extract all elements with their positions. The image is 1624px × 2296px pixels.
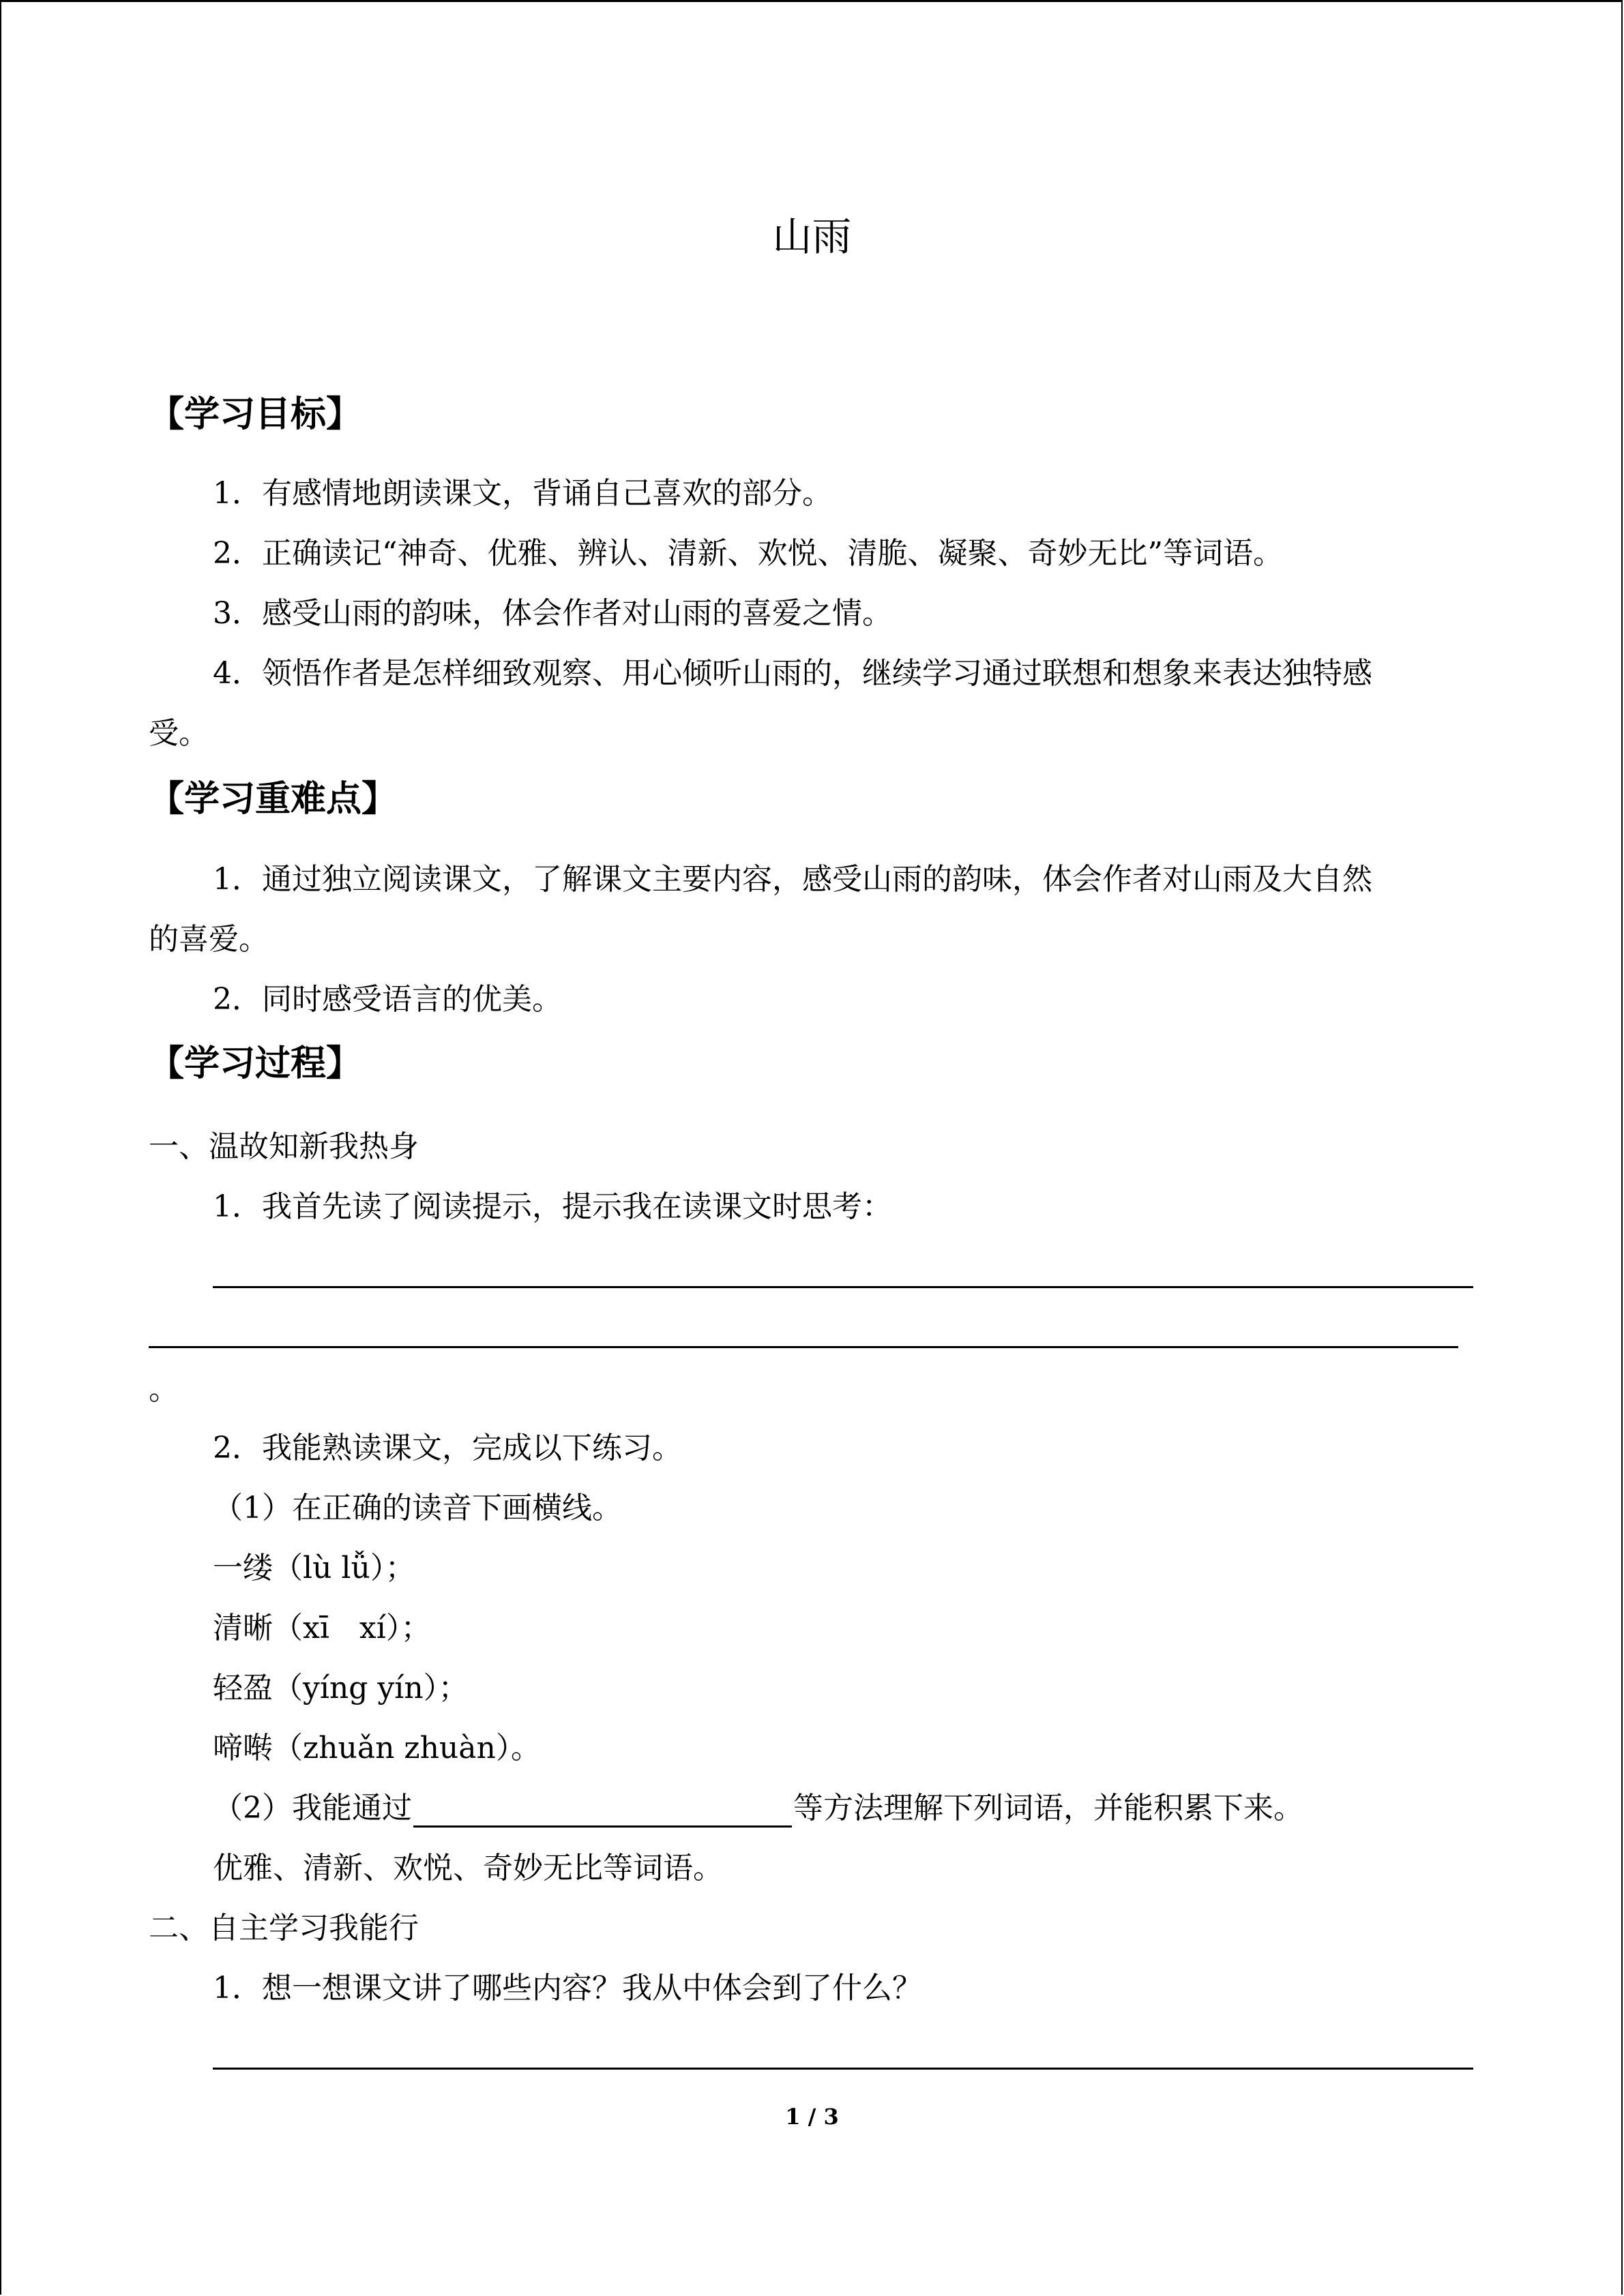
goal-item-2: 2．正确读记“神奇、优雅、辨认、清新、欢悦、清脆、凝聚、奇妙无比”等词语。 xyxy=(213,536,1283,571)
pinyin-item-2: 清晰（xī xí）； xyxy=(213,1611,431,1645)
answer-line-3[interactable] xyxy=(213,2068,1473,2070)
part2-question-1: 1．想一想课文讲了哪些内容？我从中体会到了什么？ xyxy=(213,1971,922,2006)
part2-title: 二、自主学习我能行 xyxy=(149,1911,419,1945)
goal-item-4-cont: 受。 xyxy=(149,716,209,751)
section-heading-key-points: 【学习重难点】 xyxy=(149,779,398,820)
section-heading-goals: 【学习目标】 xyxy=(149,394,362,435)
pinyin-item-3: 轻盈（yíng yín）； xyxy=(213,1671,469,1705)
part1-title: 一、温故知新我热身 xyxy=(149,1129,419,1164)
fill-blank-methods[interactable] xyxy=(413,1793,792,1828)
question-2: 2．我能熟读课文，完成以下练习。 xyxy=(213,1431,682,1465)
key-point-2: 2．同时感受语言的优美。 xyxy=(213,982,562,1017)
answer-line-2[interactable] xyxy=(149,1346,1458,1348)
pinyin-item-4: 啼啭（zhuǎn zhuàn）。 xyxy=(213,1731,541,1765)
goal-item-3: 3．感受山雨的韵味，体会作者对山雨的喜爱之情。 xyxy=(213,596,892,631)
answer-line-1[interactable] xyxy=(213,1286,1473,1288)
question-1-end-mark: 。 xyxy=(149,1372,179,1407)
question-2-2 xyxy=(213,1789,1303,1828)
pinyin-item-1: 一缕（lù lǚ）； xyxy=(213,1551,415,1585)
question-2-2-words: 优雅、清新、欢悦、奇妙无比等词语。 xyxy=(213,1851,723,1885)
question-2-2-after: 等方法理解下列词语，并能积累下来。 xyxy=(793,1791,1303,1825)
page-number: 1 / 3 xyxy=(785,2104,839,2130)
question-2-1: （1）在正确的读音下画横线。 xyxy=(213,1491,622,1525)
key-point-1: 1．通过独立阅读课文，了解课文主要内容，感受山雨的韵味，体会作者对山雨及大自然 xyxy=(213,862,1372,897)
goal-item-1: 1．有感情地朗读课文，背诵自己喜欢的部分。 xyxy=(213,476,832,511)
page-title: 山雨 xyxy=(772,213,852,260)
section-heading-process: 【学习过程】 xyxy=(149,1043,362,1084)
goal-item-4: 4．领悟作者是怎样细致观察、用心倾听山雨的，继续学习通过联想和想象来表达独特感 xyxy=(213,656,1372,691)
key-point-1-cont: 的喜爱。 xyxy=(149,922,269,957)
question-1: 1．我首先读了阅读提示，提示我在读课文时思考： xyxy=(213,1189,892,1224)
question-2-2-before: （2）我能通过 xyxy=(213,1791,412,1825)
